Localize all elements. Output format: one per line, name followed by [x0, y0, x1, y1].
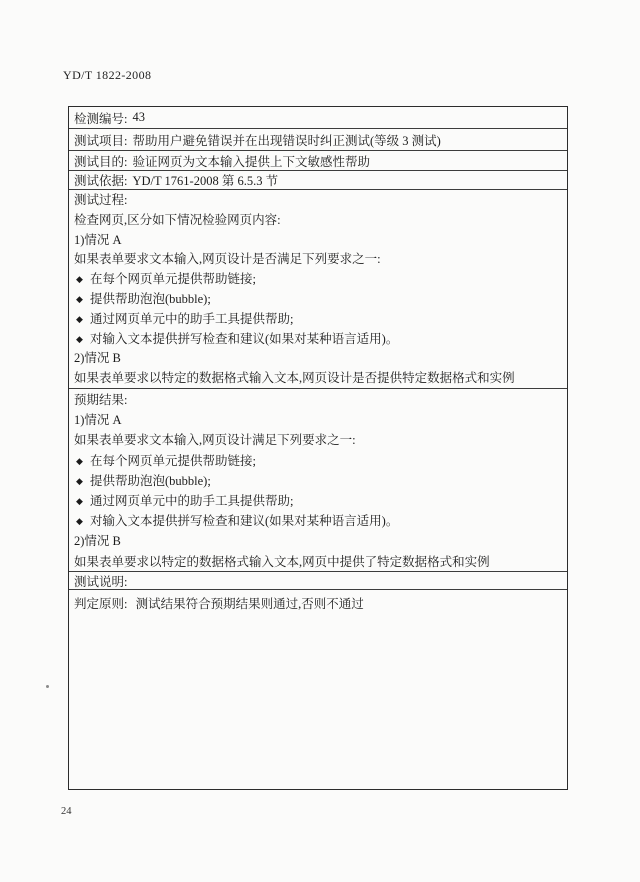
- test-item-value: 帮助用户避免错误并在出现错误时纠正测试(等级 3 测试): [132, 133, 441, 148]
- page-number: 24: [61, 806, 72, 817]
- expected-bullet-line: [74, 491, 567, 511]
- expected-line: 1)情况 A: [74, 413, 122, 428]
- test-purpose-value: 验证网页为文本输入提供上下文敏感性帮助: [132, 154, 370, 169]
- table-row-test-id: [69, 107, 567, 129]
- expected-line: 如果表单要求文本输入,网页设计满足下列要求之一:: [74, 433, 356, 448]
- process-line: 如果表单要求文本输入,网页设计是否满足下列要求之一:: [74, 252, 381, 267]
- diamond-bullet-icon: ◆: [76, 293, 83, 304]
- diamond-bullet-icon: ◆: [76, 313, 83, 324]
- test-id-value: 43: [132, 110, 145, 124]
- expected-bullet-text: 提供帮助泡泡(bubble);: [90, 473, 211, 488]
- diamond-bullet-icon: ◆: [76, 495, 83, 506]
- expected-bullet-line: [74, 471, 567, 491]
- judgement-label: 判定原则:: [74, 597, 128, 611]
- scan-artifact-dot: [46, 685, 49, 688]
- process-bullet-line: [74, 290, 567, 310]
- process-bullet-text: 对输入文本提供拼写检查和建议(如果对某种语言适用)。: [90, 331, 399, 346]
- test-purpose-label: 测试目的:: [74, 154, 128, 169]
- test-basis-label: 测试依据:: [74, 174, 128, 188]
- diamond-bullet-icon: ◆: [76, 333, 83, 344]
- expected-bullet-text: 对输入文本提供拼写检查和建议(如果对某种语言适用)。: [90, 514, 399, 529]
- expected-bullet-line: [74, 451, 567, 471]
- process-bullet-line: [74, 310, 567, 330]
- process-line: 1)情况 A: [74, 232, 122, 247]
- expected-bullet-text: 在每个网页单元提供帮助链接;: [90, 453, 256, 468]
- table-row-test-basis: [69, 171, 567, 190]
- diamond-bullet-icon: ◆: [76, 274, 83, 285]
- table-row-test-note: [69, 572, 567, 590]
- test-note-label: 测试说明:: [74, 574, 128, 589]
- expected-line: 如果表单要求以特定的数据格式输入文本,网页中提供了特定数据格式和实例: [74, 554, 490, 569]
- process-line: 检查网页,区分如下情况检验网页内容:: [74, 212, 281, 227]
- expected-bullet-line: [74, 511, 567, 531]
- table-row-test-process: [69, 190, 567, 389]
- process-line: 2)情况 B: [74, 351, 121, 366]
- process-bullet-text: 在每个网页单元提供帮助链接;: [90, 272, 256, 287]
- table-row-test-purpose: [69, 151, 567, 171]
- process-bullet-line: [74, 330, 567, 350]
- process-bullet-text: 提供帮助泡泡(bubble);: [90, 291, 211, 306]
- test-item-label: 测试项目:: [74, 133, 128, 148]
- expected-bullet-text: 通过网页单元中的助手工具提供帮助;: [90, 493, 294, 508]
- process-bullet-line: [74, 270, 567, 290]
- expected-line: 2)情况 B: [74, 534, 121, 549]
- diamond-bullet-icon: ◆: [76, 455, 83, 466]
- table-row-judgement-principle: [69, 590, 567, 789]
- test-basis-value: YD/T 1761-2008 第 6.5.3 节: [132, 174, 279, 188]
- standard-code-header: YD/T 1822-2008: [63, 68, 152, 82]
- test-id-label: 检测编号:: [74, 111, 128, 126]
- expected-result-label: 预期结果:: [74, 393, 128, 407]
- process-line: 如果表单要求以特定的数据格式输入文本,网页设计是否提供特定数据格式和实例: [74, 371, 515, 386]
- diamond-bullet-icon: ◆: [76, 516, 83, 527]
- test-report-table: [68, 106, 568, 790]
- process-bullet-text: 通过网页单元中的助手工具提供帮助;: [90, 311, 294, 326]
- diamond-bullet-icon: ◆: [76, 475, 83, 486]
- table-row-expected-result: [69, 389, 567, 572]
- judgement-value: 测试结果符合预期结果则通过,否则不通过: [135, 597, 364, 611]
- table-row-test-item: [69, 129, 567, 151]
- test-process-label: 测试过程:: [74, 193, 128, 207]
